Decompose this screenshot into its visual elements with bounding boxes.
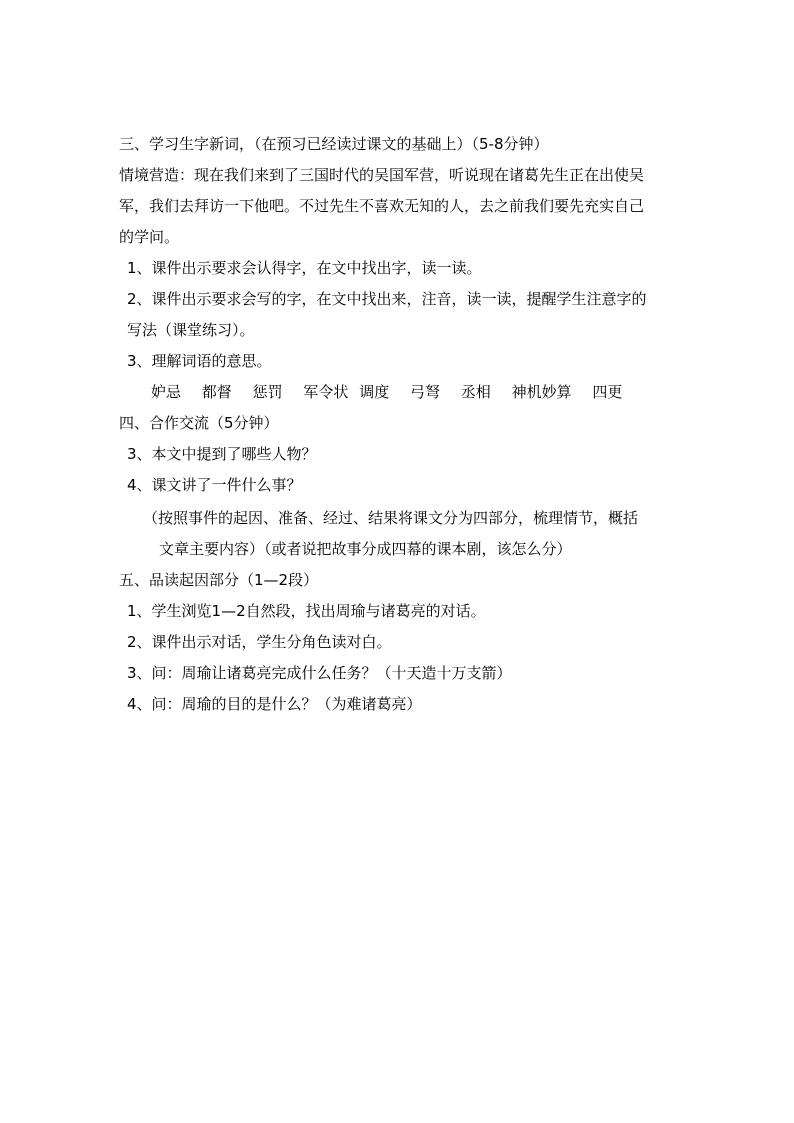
vocabulary-list [151,382,638,402]
section4-item3: 3、本文中提到了哪些人物？ [127,445,317,463]
vocab-word: 调度 [359,383,390,401]
section3-intro-line3: 的学问。 [119,228,180,246]
section3-item2-line2: 写法（课堂练习）。 [127,321,255,339]
vocab-word: 神机妙算 [511,383,572,401]
vocab-word: 惩罚 [252,383,283,401]
section3-intro-line2: 军，我们去拜访一下他吧。不过先生不喜欢无知的人，去之前我们要先充实自己 [119,197,645,215]
section3-item1: 1、课件出示要求会认得字，在文中找出字，读一读。 [127,259,482,277]
section5-item2: 2、课件出示对话，学生分角色读对白。 [127,633,392,651]
section3-intro-line1: 情境营造：现在我们来到了三国时代的吴国军营，听说现在诸葛先生正在出使吴 [119,166,645,184]
section5-item1: 1、学生浏览1—2自然段，找出周瑜与诸葛亮的对话。 [127,602,486,620]
vocab-word: 妒忌 [151,383,182,401]
section4-note-line2: 文章主要内容）（或者说把故事分成四幕的课本剧，该怎么分） [159,540,572,558]
section4-heading: 四、合作交流（5分钟） [119,414,279,432]
section3-item2-line1: 2、课件出示要求会写的字，在文中找出来，注音，读一读，提醒学生注意字的 [127,290,647,308]
section5-item4: 4、问：周瑜的目的是什么？（为难诸葛亮） [127,695,422,713]
section3-item3: 3、理解词语的意思。 [127,352,272,370]
vocab-word: 军令状 [303,383,349,401]
section3-heading: 三、学习生字新词，（在预习已经读过课文的基础上）（5-8分钟） [119,135,549,153]
section4-note-line1: （按照事件的起因、准备、经过、结果将课文分为四部分，梳理情节，概括 [143,509,639,527]
vocab-word: 弓弩 [409,383,440,401]
section5-heading: 五、品读起因部分（1—2段） [119,571,319,589]
section4-item4: 4、课文讲了一件什么事？ [127,476,302,494]
section5-item3: 3、问：周瑜让诸葛亮完成什么任务？（十天造十万支箭） [127,664,512,682]
vocab-word: 四更 [592,383,623,401]
vocab-word: 丞相 [460,383,491,401]
vocab-word: 都督 [201,383,232,401]
